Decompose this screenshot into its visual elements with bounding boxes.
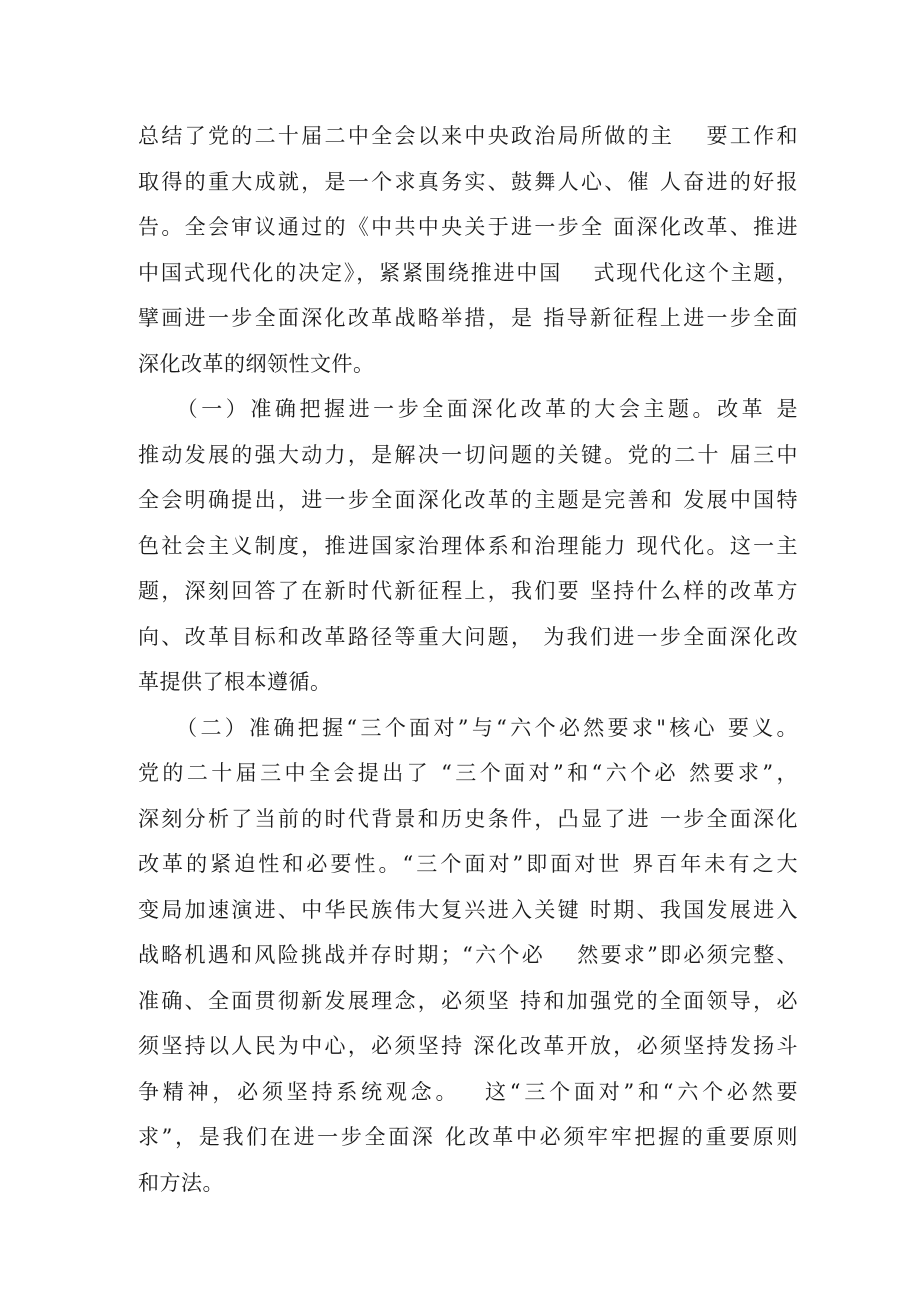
text-line: 向、改革目标和改革路径等重大问题， 为我们进一步全面深化改 [138,624,798,649]
text-line: 总结了党的二十届二中全会以来中央政治局所做的主 要工作和 [138,124,798,148]
text-line: 题，深刻回答了在新时代新征程上，我们要 坚持什么样的改革方 [138,579,798,603]
paragraph-section-two [138,706,798,1207]
text-line: 变局加速演进、中华民族伟大复兴进入关键 时期、我国发展进入 [138,897,798,922]
text-line: 擘画进一步全面深化改革战略举措，是 指导新征程上进一步全面 [138,306,798,330]
text-line: 准确、全面贯彻新发展理念，必须坚 持和加强党的全面领导，必 [138,988,798,1013]
paragraph-section-one [138,387,798,706]
text-line: 告。全会审议通过的《中共中央关于进一步全 面深化改革、推进 [138,215,798,239]
text-line: 中国式现代化的决定》，紧紧围绕推进中国 式现代化这个主题， [138,260,798,285]
text-line: 取得的重大成就，是一个求真务实、鼓舞人心、催 人奋进的好报 [138,169,798,194]
document-body [138,114,798,1206]
text-line: 全会明确提出，进一步全面深化改革的主题是完善和 发展中国特 [138,488,798,512]
text-line: 革提供了根本遵循。 [138,670,332,694]
text-line: 党的二十届三中全会提出了 “三个面对”和“六个必 然要求”， [138,761,798,785]
text-line: （二）准确把握“三个面对”与“六个必然要求"核心 要义。 [138,715,798,740]
text-line: 改革的紧迫性和必要性。“三个面对”即面对世 界百年未有之大 [138,852,798,876]
text-line: 战略机遇和风险挑战并存时期；“六个必 然要求”即必须完整、 [138,943,798,967]
text-line: 争精神，必须坚持系统观念。 这“三个面对”和“六个必然要 [138,1079,798,1104]
text-line: 推动发展的强大动力，是解决一切问题的关键。党的二十 届三中 [138,442,798,467]
text-line: 深化改革的纲领性文件。 [138,351,375,376]
text-line: 色社会主义制度，推进国家治理体系和治理能力 现代化。这一主 [138,533,798,558]
text-line: 求”，是我们在进一步全面深 化改革中必须牢牢把握的重要原则 [138,1125,798,1149]
text-line: 和方法。 [138,1170,224,1195]
text-line: （一）准确把握进一步全面深化改革的大会主题。改革 是 [138,397,798,421]
text-line: 深刻分析了当前的时代背景和历史条件，凸显了进 一步全面深化 [138,806,798,831]
text-line: 须坚持以人民为中心，必须坚持 深化改革开放，必须坚持发扬斗 [138,1034,798,1058]
paragraph-summary [138,114,798,387]
